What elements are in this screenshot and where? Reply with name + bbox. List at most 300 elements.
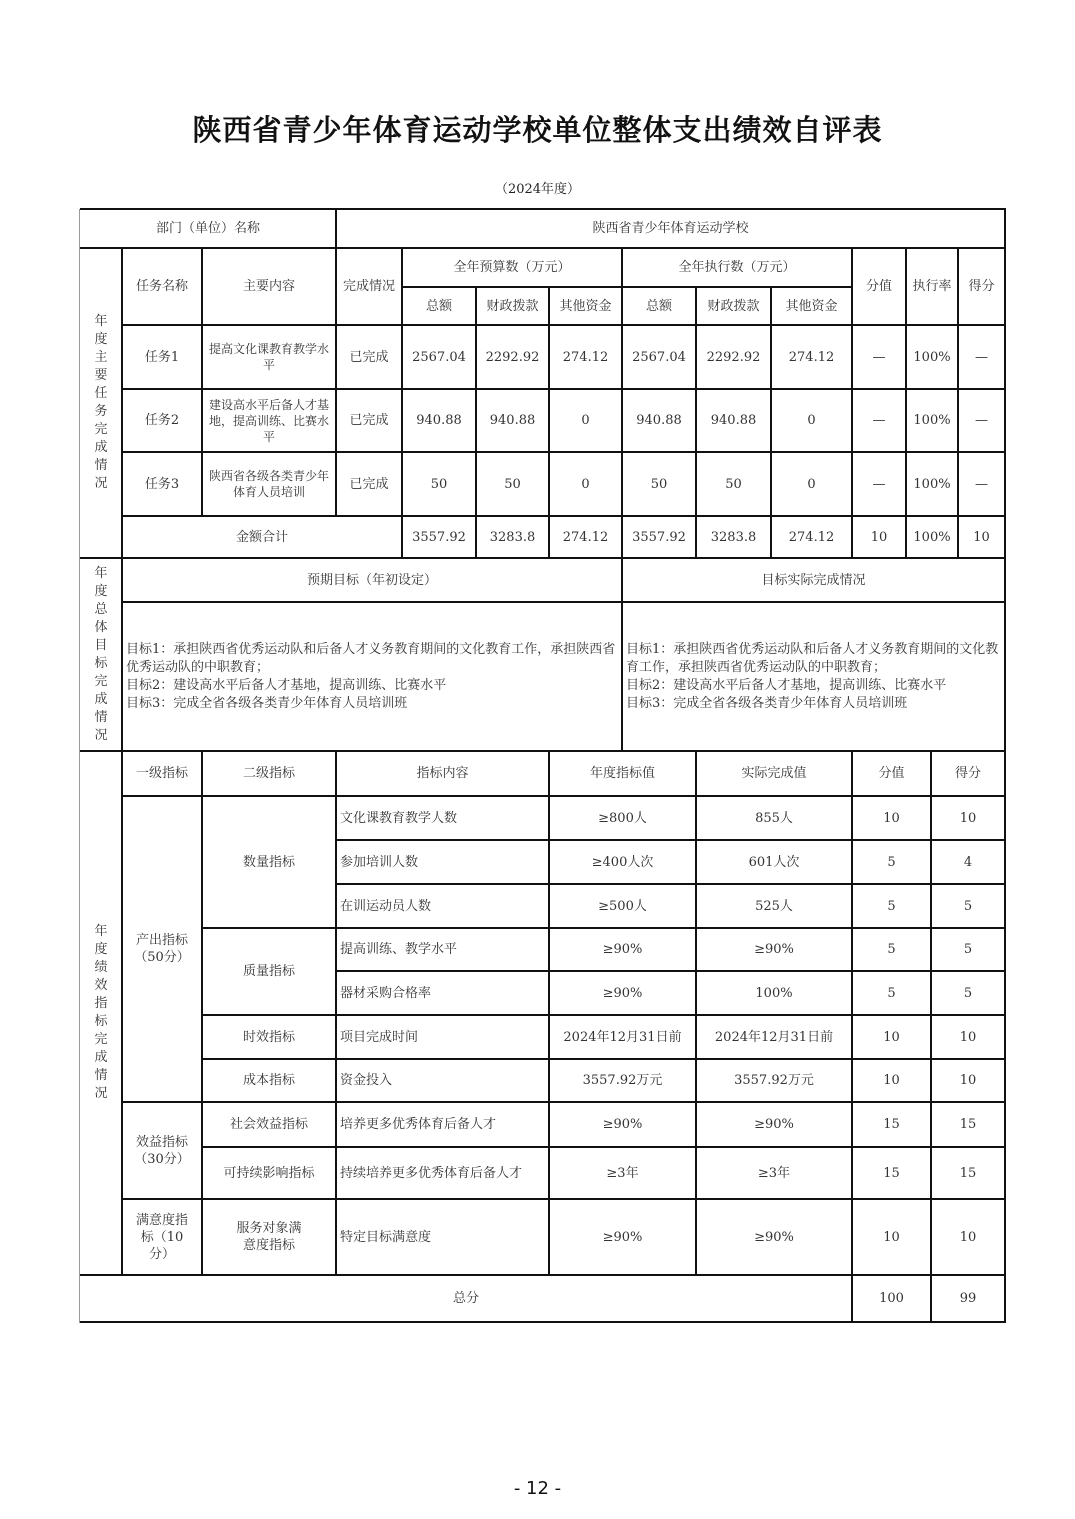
total-row-e-total-text: 3557.92: [632, 529, 686, 545]
dept-name: [336, 209, 1005, 248]
indicator-row-2-score-text: 4: [963, 854, 973, 870]
indicator-row-10-score: [931, 1199, 1005, 1275]
indicator-row-4-content: [336, 928, 549, 971]
indicator-row-7-score-value-text: 10: [883, 1073, 900, 1088]
grid-line: [475, 287, 477, 559]
task-row-2-b-fiscal: [476, 389, 549, 452]
grid-line: [122, 515, 1006, 517]
grid-line: [122, 451, 1006, 453]
indicator-row-1-content-text: 文化课教育教学人数: [340, 810, 458, 826]
total-row-score: [958, 516, 1005, 558]
indicator-row-1-score-value-text: 10: [883, 810, 900, 826]
header-exec-total-text: 总额: [645, 298, 672, 314]
task-row-1-name-text: 任务1: [144, 349, 180, 365]
indicator-row-10-actual: [696, 1199, 852, 1275]
task-row-3-b-other: [549, 452, 622, 516]
indicator-row-5-actual-text: 100%: [755, 985, 793, 1001]
goal-line-3: 目标3：完成全省各级各类青少年体育人员培训班: [626, 695, 908, 711]
indicator-row-8-score: [931, 1102, 1005, 1147]
total-row-label: [122, 516, 402, 558]
indicator-row-1-actual-text: 855人: [755, 810, 793, 826]
total-row-b-total-text: 3557.92: [412, 529, 466, 545]
indicator-row-9-score: [931, 1147, 1005, 1199]
task-row-3-e-other-text: 0: [807, 476, 816, 492]
grid-line: [201, 248, 203, 517]
grid-line: [202, 1058, 1006, 1060]
indicator-row-9-target-text: ≥3年: [606, 1165, 639, 1181]
grid-line: [80, 557, 1006, 559]
grid-line: [957, 248, 959, 559]
indicator-row-1-score-text: 10: [959, 810, 977, 826]
level2-quantity: [202, 796, 336, 928]
total-score-label: [80, 1275, 852, 1322]
task-row-2-status-text: 已完成: [349, 413, 389, 428]
indicator-row-8-score-value: [852, 1102, 931, 1147]
task-row-1-content-text: 提高文化课教育教学水平: [208, 342, 329, 372]
header-content: [336, 751, 549, 796]
grid-line: [201, 751, 203, 1276]
year-note: （2024年度）: [494, 182, 581, 197]
task-row-3-score-value: [852, 452, 906, 516]
indicator-row-1-actual: [696, 796, 852, 840]
level1-satisfaction-text: 满意度指标（10分）: [135, 1212, 188, 1262]
header-target: [549, 751, 696, 796]
indicator-row-4-target: [549, 928, 696, 971]
actual-goals-header-text: 目标实际完成情况: [761, 572, 866, 588]
task-row-1-e-other: [771, 325, 852, 389]
task-row-1-e-total-text: 2567.04: [632, 349, 686, 365]
header-budget-group-text: 全年预算数（万元）: [453, 260, 571, 275]
indicator-row-6-target: [549, 1015, 696, 1059]
task-row-2-e-total-text: 940.88: [636, 413, 682, 428]
header-actual: [696, 751, 852, 796]
grid-line: [335, 248, 337, 517]
indicator-row-3-score-value: [852, 884, 931, 928]
indicator-row-3-score: [931, 884, 1005, 928]
total-row-e-fiscal-text: 3283.8: [710, 529, 757, 545]
indicator-row-3-target: [549, 884, 696, 928]
indicator-row-5-content-text: 器材采购合格率: [340, 985, 432, 1001]
grid-line: [548, 287, 550, 559]
total-row-b-other-text: 274.12: [562, 529, 609, 545]
actual-goals-text: [622, 602, 1005, 751]
section2-side-label-text: 年度总体目标完成情况: [94, 565, 108, 743]
header-main-content-text: 主要内容: [242, 279, 295, 294]
indicator-row-2-actual-text: 601人次: [748, 854, 800, 870]
indicator-row-7-score: [931, 1059, 1005, 1102]
header-task-name-text: 任务名称: [135, 279, 188, 294]
actual-goals-header: [622, 558, 1005, 602]
task-row-3-e-other: [771, 452, 852, 516]
table-top-border: [80, 208, 1006, 210]
grid-line: [122, 1101, 1006, 1103]
grid-line: [80, 1274, 1006, 1276]
indicator-row-7-content: [336, 1059, 549, 1102]
task-row-3-score-value-text: —: [872, 476, 886, 492]
task-row-1-rate-text: 100%: [913, 349, 951, 365]
task-row-1-e-other-text: 274.12: [788, 349, 835, 365]
task-row-2-e-fiscal-text: 940.88: [710, 413, 757, 428]
section1-side-label-text: 年度主要任务完成情况: [94, 314, 108, 491]
task-row-3-b-fiscal: [476, 452, 549, 516]
grid-line: [122, 324, 1006, 326]
indicator-row-10-score-value: [852, 1199, 931, 1275]
task-row-2-status: [336, 389, 402, 452]
indicator-row-5-target-text: ≥90%: [602, 985, 643, 1001]
indicator-row-3-content: [336, 884, 549, 928]
grid-line: [122, 1198, 1006, 1200]
task-row-3-content-text: 陕西省各级各类青少年体育人员培训: [208, 469, 329, 499]
expected-goals-header-text: 预期目标（年初设定）: [306, 572, 437, 588]
header-budget-total: [402, 287, 476, 325]
task-row-2-e-total: [622, 389, 696, 452]
grid-line: [621, 558, 623, 752]
indicator-row-7-actual-text: 3557.92万元: [734, 1073, 814, 1088]
indicator-row-4-target-text: ≥90%: [602, 942, 643, 957]
task-row-2-content-text: 建设高水平后备人才基地，提高训练、比赛水平: [208, 397, 329, 444]
task-row-2-score-value-text: —: [872, 413, 886, 428]
task-row-2-b-other-text: 0: [581, 413, 590, 428]
indicator-row-6-content: [336, 1015, 549, 1059]
level2-timeliness: [202, 1015, 336, 1059]
task-row-1-b-other: [549, 325, 622, 389]
task-row-1-name: [122, 325, 202, 389]
indicator-row-9-score-text: 15: [959, 1165, 977, 1181]
grid-line: [930, 751, 932, 1323]
level2-sustain-text: 可持续影响指标: [223, 1165, 315, 1181]
indicator-row-4-actual: [696, 928, 852, 971]
task-row-1-score-value: [852, 325, 906, 389]
task-row-3-name-text: 任务3: [144, 476, 180, 492]
task-row-3-rate: [906, 452, 958, 516]
header-score: [958, 248, 1005, 325]
level1-output-text: 产出指标（50分）: [134, 933, 190, 965]
table-right-border: [1004, 209, 1006, 1323]
level1-output: [122, 796, 202, 1102]
indicator-row-2-score-value-text: 5: [887, 854, 896, 870]
task-row-1-score-text: —: [975, 349, 988, 365]
indicator-row-8-actual-text: ≥90%: [754, 1117, 794, 1132]
grid-line: [402, 286, 853, 288]
task-row-2-name-text: 任务2: [144, 413, 180, 428]
goal-line-1: 目标1：承担陕西省优秀运动队和后备人才义务教育期间的文化教育工作，承担陕西省优秀运动队的中职教育；: [626, 641, 999, 675]
indicator-row-5-score-text: 5: [963, 985, 973, 1001]
goal-line-2: 目标2：建设高水平后备人才基地，提高训练、比赛水平: [626, 677, 947, 693]
expected-goals-text: [122, 602, 622, 751]
task-row-2-score: [958, 389, 1005, 452]
goal-line-1: 目标1：承担陕西省优秀运动队和后备人才义务教育期间的文化教育工作，承担陕西省优秀运动队的中职教育；: [126, 641, 616, 675]
indicator-row-5-score-value: [852, 971, 931, 1015]
header-exec-fiscal-text: 财政拨款: [707, 298, 760, 314]
header-main-content: [202, 248, 336, 325]
indicator-row-7-content-text: 资金投入: [340, 1073, 393, 1088]
indicator-row-6-score: [931, 1015, 1005, 1059]
header-exec-fiscal: [696, 287, 771, 325]
indicator-row-3-actual: [696, 884, 852, 928]
grid-line: [905, 248, 907, 559]
header-status-text: 完成情况: [342, 279, 395, 294]
indicator-row-10-score-value-text: 10: [883, 1229, 900, 1245]
total-row-e-other-text: 274.12: [788, 529, 835, 545]
indicator-row-3-target-text: ≥500人: [598, 898, 647, 914]
task-row-1-b-fiscal: [476, 325, 549, 389]
total-row-e-total: [622, 516, 696, 558]
grid-line: [202, 1014, 1006, 1016]
indicator-row-4-score-value: [852, 928, 931, 971]
indicator-row-3-score-text: 5: [963, 898, 973, 914]
task-row-2-b-fiscal-text: 940.88: [489, 413, 536, 428]
header-task-name: [122, 248, 202, 325]
grid-line: [695, 287, 697, 559]
indicator-row-8-score-text: 15: [959, 1117, 977, 1132]
grid-line: [336, 970, 1006, 972]
indicator-row-2-actual: [696, 840, 852, 884]
indicator-row-2-target-text: ≥400人次: [591, 854, 654, 870]
page-title: 陕西省青少年体育运动学校单位整体支出绩效自评表: [192, 113, 883, 147]
indicator-row-5-content: [336, 971, 549, 1015]
indicator-row-2-target: [549, 840, 696, 884]
indicator-row-5-actual: [696, 971, 852, 1015]
task-row-1-content: [202, 325, 336, 389]
task-row-3-name: [122, 452, 202, 516]
indicator-row-3-content-text: 在训运动员人数: [340, 898, 432, 914]
level1-benefit: [122, 1102, 202, 1199]
total-score-label-text: 总分: [452, 1291, 479, 1306]
indicator-row-4-score-text: 5: [963, 942, 973, 957]
grid-line: [121, 248, 123, 559]
grid-line: [770, 287, 772, 559]
task-row-3-score-text: —: [975, 476, 988, 492]
task-row-3-b-total-text: 50: [430, 476, 448, 492]
header-actual-text: 实际完成值: [741, 766, 807, 781]
indicator-row-6-score-text: 10: [959, 1029, 977, 1045]
grid-line: [122, 388, 1006, 390]
indicator-row-10-target: [549, 1199, 696, 1275]
indicator-row-10-score-text: 10: [959, 1229, 977, 1245]
task-row-2-b-total: [402, 389, 476, 452]
task-row-2-score-value: [852, 389, 906, 452]
indicator-row-1-score-value: [852, 796, 931, 840]
task-row-1-b-fiscal-text: 2292.92: [485, 349, 540, 365]
indicator-row-10-content: [336, 1199, 549, 1275]
indicator-row-4-score-value-text: 5: [887, 942, 896, 957]
indicator-row-9-target: [549, 1147, 696, 1199]
level2-timeliness-text: 时效指标: [242, 1029, 295, 1045]
indicator-row-7-score-value: [852, 1059, 931, 1102]
table-left-border: [79, 209, 80, 1323]
indicator-row-5-score: [931, 971, 1005, 1015]
task-row-2-rate-text: 100%: [913, 413, 951, 428]
indicator-row-1-score: [931, 796, 1005, 840]
indicator-row-8-target-text: ≥90%: [602, 1117, 643, 1132]
table-bottom-border: [80, 1321, 1006, 1323]
header-target-text: 年度指标值: [589, 766, 655, 781]
level2-service: [202, 1199, 336, 1275]
indicator-row-7-target: [549, 1059, 696, 1102]
indicator-row-5-target: [549, 971, 696, 1015]
task-row-2-rate: [906, 389, 958, 452]
total-row-rate-text: 100%: [913, 529, 951, 545]
total-row-score-text: 10: [973, 529, 990, 545]
grid-line: [695, 751, 697, 1276]
task-row-3-b-other-text: 0: [581, 476, 590, 492]
total-row-score-value-text: 10: [870, 529, 888, 545]
grid-line: [401, 248, 403, 559]
total-row-e-other: [771, 516, 852, 558]
header-level1: [122, 751, 202, 796]
section2-side-label: [80, 558, 122, 751]
indicator-row-6-content-text: 项目完成时间: [340, 1029, 419, 1045]
task-row-3-b-total: [402, 452, 476, 516]
indicator-row-1-target-text: ≥800人: [598, 810, 647, 826]
section3-side-label-text: 年度绩效指标完成情况: [94, 924, 108, 1101]
task-row-3-status: [336, 452, 402, 516]
task-row-3-rate-text: 100%: [913, 476, 951, 492]
level1-satisfaction: [122, 1199, 202, 1275]
header-exec-other: [771, 287, 852, 325]
level2-cost-text: 成本指标: [242, 1073, 295, 1088]
indicator-row-9-content: [336, 1147, 549, 1199]
header-budget-total-text: 总额: [425, 298, 452, 314]
indicator-row-9-content-text: 持续培养更多优秀体育后备人才: [340, 1165, 523, 1181]
total-row-b-fiscal: [476, 516, 549, 558]
header-score-text: 得分: [968, 279, 995, 294]
header-score-text: 得分: [954, 766, 981, 781]
indicator-row-9-actual: [696, 1147, 852, 1199]
task-row-1-b-total-text: 2567.04: [412, 349, 466, 365]
header-content-text: 指标内容: [416, 766, 469, 781]
indicator-row-9-score-value-text: 15: [883, 1165, 900, 1181]
indicator-row-5-score-value-text: 5: [887, 985, 896, 1001]
goal-line-3: 目标3：完成全省各级各类青少年体育人员培训班: [126, 695, 408, 711]
task-row-3-b-fiscal-text: 50: [504, 476, 521, 492]
grid-line: [851, 248, 853, 559]
task-row-1-rate: [906, 325, 958, 389]
task-row-3-e-fiscal: [696, 452, 771, 516]
grid-line: [122, 795, 1006, 797]
header-score-value-text: 分值: [865, 279, 892, 294]
section3-side-label: [80, 751, 122, 1275]
indicator-row-3-actual-text: 525人: [755, 898, 793, 914]
grid-line: [335, 751, 337, 1276]
header-exec-rate-text: 执行率: [912, 279, 952, 294]
indicator-row-1-content: [336, 796, 549, 840]
indicator-row-8-actual: [696, 1102, 852, 1147]
total-row-b-fiscal-text: 3283.8: [489, 529, 536, 545]
indicator-row-2-content-text: 参加培训人数: [340, 854, 419, 870]
header-exec-group: [622, 248, 852, 287]
indicator-row-6-actual-text: 2024年12月31日前: [714, 1029, 834, 1045]
header-exec-total: [622, 287, 696, 325]
task-row-2-b-total-text: 940.88: [416, 413, 462, 428]
total-row-e-fiscal: [696, 516, 771, 558]
total-score: [931, 1275, 1005, 1322]
task-row-3-e-total-text: 50: [650, 476, 668, 492]
task-row-3-score: [958, 452, 1005, 516]
task-row-2-e-other-text: 0: [807, 413, 816, 428]
expected-goals-header: [122, 558, 622, 602]
task-row-2-e-other: [771, 389, 852, 452]
indicator-row-10-content-text: 特定目标满意度: [340, 1229, 432, 1245]
indicator-row-8-target: [549, 1102, 696, 1147]
page-number: - 12 -: [513, 1478, 562, 1499]
task-row-3-e-fiscal-text: 50: [725, 476, 742, 492]
task-row-1-e-total: [622, 325, 696, 389]
grid-line: [336, 839, 1006, 841]
indicator-row-8-score-value-text: 15: [883, 1117, 900, 1132]
task-row-1-status-text: 已完成: [349, 349, 389, 365]
task-row-1-e-fiscal-text: 2292.92: [706, 349, 761, 365]
level2-quantity-text: 数量指标: [242, 854, 295, 870]
header-score-value-text: 分值: [878, 766, 905, 781]
task-row-1-score-value-text: —: [872, 349, 886, 365]
level2-sustain: [202, 1147, 336, 1199]
indicator-row-10-target-text: ≥90%: [602, 1229, 643, 1245]
task-row-3-status-text: 已完成: [349, 476, 389, 492]
grid-line: [80, 750, 1006, 752]
task-row-1-status: [336, 325, 402, 389]
header-score-value: [852, 248, 906, 325]
header-exec-group-text: 全年执行数（万元）: [678, 260, 796, 275]
dept-label: [80, 209, 336, 248]
header-score: [931, 751, 1005, 796]
total-score-text: 99: [959, 1291, 977, 1306]
header-status: [336, 248, 402, 325]
indicator-row-6-score-value-text: 10: [883, 1029, 900, 1045]
level2-quality: [202, 928, 336, 1015]
level2-social: [202, 1102, 336, 1147]
total-score-value-text: 100: [879, 1291, 904, 1306]
grid-line: [202, 1146, 1006, 1148]
header-exec-other-text: 其他资金: [785, 298, 838, 314]
total-score-value: [852, 1275, 931, 1322]
total-row-b-other: [549, 516, 622, 558]
indicator-row-6-actual: [696, 1015, 852, 1059]
task-row-2-content: [202, 389, 336, 452]
indicator-row-2-score: [931, 840, 1005, 884]
task-row-2-e-fiscal: [696, 389, 771, 452]
grid-line: [80, 247, 1006, 249]
grid-line: [336, 883, 1006, 885]
task-row-1-b-other-text: 274.12: [562, 349, 609, 365]
header-level2: [202, 751, 336, 796]
indicator-row-9-actual-text: ≥3年: [757, 1165, 791, 1181]
total-row-rate: [906, 516, 958, 558]
grid-line: [548, 751, 550, 1276]
task-row-3-content: [202, 452, 336, 516]
task-row-2-name: [122, 389, 202, 452]
indicator-row-2-content: [336, 840, 549, 884]
grid-line: [851, 751, 853, 1323]
grid-line: [121, 558, 123, 752]
header-score-value: [852, 751, 931, 796]
header-level2-text: 二级指标: [242, 766, 295, 781]
header-level1-text: 一级指标: [135, 766, 188, 781]
dept-label-text: 部门（单位）名称: [155, 221, 260, 236]
header-exec-rate: [906, 248, 958, 325]
indicator-row-2-score-value: [852, 840, 931, 884]
task-row-2-score-text: —: [975, 413, 988, 428]
indicator-row-10-actual-text: ≥90%: [754, 1229, 794, 1245]
total-row-b-total: [402, 516, 476, 558]
header-budget-group: [402, 248, 622, 287]
header-budget-other: [549, 287, 622, 325]
task-row-2-b-other: [549, 389, 622, 452]
task-row-1-score: [958, 325, 1005, 389]
task-row-1-b-total: [402, 325, 476, 389]
grid-line: [122, 601, 1006, 603]
indicator-row-8-content-text: 培养更多优秀体育后备人才: [340, 1117, 497, 1132]
